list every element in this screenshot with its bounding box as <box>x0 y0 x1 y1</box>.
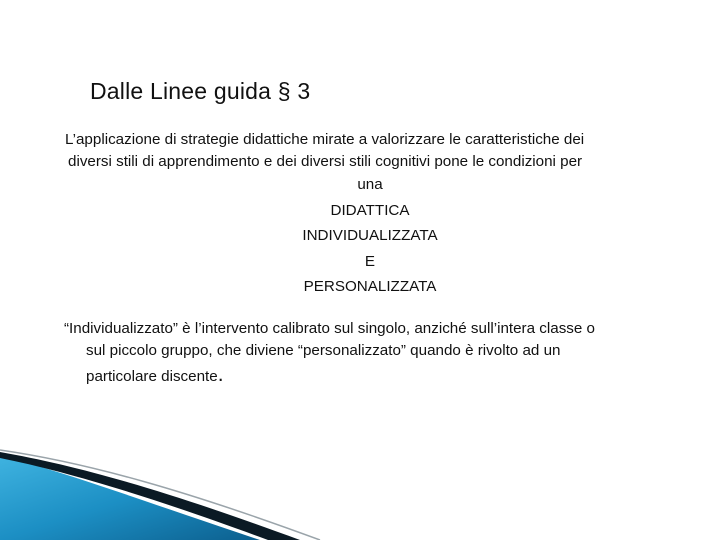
center-line-e: E <box>364 252 376 270</box>
paragraph1-line1: L’applicazione di strategie didattiche mirate a valorizzare le caratteristiche dei <box>65 131 585 148</box>
center-line-una: una <box>357 176 383 193</box>
center-line-didattica: DIDATTICA <box>330 201 410 219</box>
paragraph2-line1: “Individualizzato” è l’intervento calibrato sul singolo, anziché sull’intera classe o <box>64 320 595 337</box>
paragraph2-line3-text: particolare discente <box>86 368 218 385</box>
slide-title: Dalle Linee guida § 3 <box>90 78 311 104</box>
paragraph2-final-period: . <box>217 363 224 386</box>
centered-heading-block <box>170 172 570 300</box>
blue-swoosh <box>0 456 260 540</box>
paragraph2-line2: sul piccolo gruppo, che diviene “personalizzato” quando è rivolto ad un <box>86 341 561 359</box>
center-line-personalizzata: PERSONALIZZATA <box>303 278 437 295</box>
paragraph-individualizzato <box>64 318 704 388</box>
center-line-individualizzata: INDIVIDUALIZZATA <box>302 227 438 244</box>
paragraph2-line3 <box>64 363 704 388</box>
paragraph1-line2: diversi stili di apprendimento e dei diversi stili cognitivi pone le condizioni per <box>68 152 583 170</box>
paragraph-applicazione <box>65 129 688 172</box>
